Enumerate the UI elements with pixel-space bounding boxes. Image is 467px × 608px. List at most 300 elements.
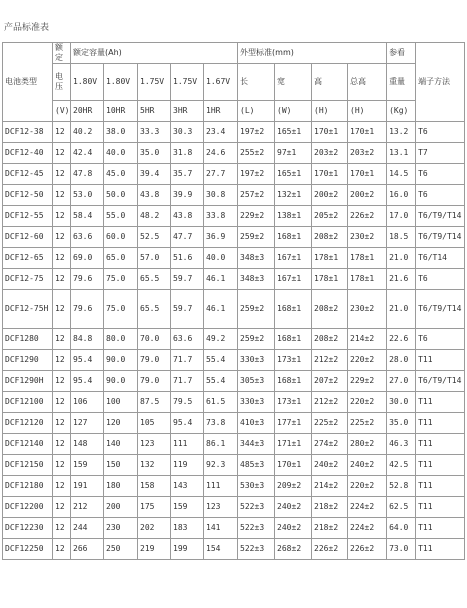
table-cell: 28.0 (387, 350, 416, 371)
table-cell: 63.6 (171, 329, 204, 350)
table-cell: 200 (104, 497, 138, 518)
table-cell: 51.6 (171, 248, 204, 269)
table-cell: 214±2 (348, 329, 387, 350)
table-row (3, 350, 465, 371)
table-cell: 199 (171, 539, 204, 560)
table-row (3, 122, 465, 143)
table-cell: 43.8 (171, 206, 204, 227)
table-cell: 170±1 (312, 122, 348, 143)
table-row (3, 164, 465, 185)
table-cell: 86.1 (204, 434, 238, 455)
table-cell: 226±2 (348, 206, 387, 227)
table-cell: DCF12230 (3, 518, 53, 539)
table-cell: 200±2 (348, 185, 387, 206)
table-cell: 200±2 (312, 185, 348, 206)
table-cell: T11 (416, 518, 465, 539)
table-cell: 224±2 (348, 497, 387, 518)
table-cell: 522±3 (238, 518, 275, 539)
table-cell: 106 (71, 392, 104, 413)
table-cell: 12 (53, 227, 71, 248)
table-cell: T11 (416, 434, 465, 455)
table-cell: 220±2 (348, 476, 387, 497)
table-cell: 12 (53, 185, 71, 206)
table-cell: 410±3 (238, 413, 275, 434)
table-cell: 64.0 (387, 518, 416, 539)
table-cell: DCF12150 (3, 455, 53, 476)
table-cell: 27.7 (204, 164, 238, 185)
table-cell: 229±2 (348, 371, 387, 392)
table-row (3, 497, 465, 518)
table-cell: 71.7 (171, 371, 204, 392)
table-cell: 330±3 (238, 392, 275, 413)
table-cell: 522±3 (238, 497, 275, 518)
table-cell: 16.0 (387, 185, 416, 206)
table-cell: 330±3 (238, 350, 275, 371)
table-cell: 274±2 (312, 434, 348, 455)
table-cell: 30.3 (171, 122, 204, 143)
table-row (3, 269, 465, 290)
table-cell: 165±1 (275, 122, 312, 143)
table-row (3, 143, 465, 164)
table-cell: 344±3 (238, 434, 275, 455)
table-cell: 95.4 (71, 350, 104, 371)
table-row (3, 434, 465, 455)
table-row (3, 392, 465, 413)
table-cell: 57.0 (138, 248, 171, 269)
table-cell: 60.0 (104, 227, 138, 248)
table-cell: DCF1280 (3, 329, 53, 350)
table-cell: 177±1 (275, 413, 312, 434)
table-cell: 12 (53, 455, 71, 476)
voltage-char: 压 (55, 82, 63, 91)
table-cell: 230±2 (348, 227, 387, 248)
table-cell: T6 (416, 329, 465, 350)
table-cell: T11 (416, 497, 465, 518)
table-cell: 220±2 (348, 392, 387, 413)
header-rate: 20HR (71, 101, 104, 122)
table-cell: T7 (416, 143, 465, 164)
table-cell: T6/T9/T14 (416, 206, 465, 227)
table-cell: T6 (416, 122, 465, 143)
header-row-cutoff (3, 64, 465, 101)
table-cell: DCF12-75 (3, 269, 53, 290)
table-cell: 168±1 (275, 371, 312, 392)
table-cell: DCF1290 (3, 350, 53, 371)
table-cell: DCF12-55 (3, 206, 53, 227)
header-weight: 重量 (387, 64, 416, 101)
table-cell: 87.5 (138, 392, 171, 413)
table-cell: 63.6 (71, 227, 104, 248)
header-voltage-1 (53, 43, 71, 64)
table-row (3, 329, 465, 350)
table-cell: 132 (138, 455, 171, 476)
header-voltage-unit: (V) (53, 101, 71, 122)
table-cell: 105 (138, 413, 171, 434)
voltage-char: 额 (55, 43, 63, 52)
table-cell: 148 (71, 434, 104, 455)
table-cell: 305±3 (238, 371, 275, 392)
table-cell: 138±1 (275, 206, 312, 227)
table-cell: T11 (416, 455, 465, 476)
table-cell: 240±2 (275, 497, 312, 518)
table-cell: 14.5 (387, 164, 416, 185)
table-cell: 226±2 (312, 539, 348, 560)
table-cell: T6 (416, 185, 465, 206)
table-cell: 50.0 (104, 185, 138, 206)
header-reference: 参看 (387, 43, 416, 64)
table-cell: 46.1 (204, 269, 238, 290)
table-cell: 58.4 (71, 206, 104, 227)
header-dim-unit: (H) (312, 101, 348, 122)
table-cell: 12 (53, 539, 71, 560)
table-cell: 35.7 (171, 164, 204, 185)
table-cell: 183 (171, 518, 204, 539)
table-cell: 208±2 (312, 227, 348, 248)
table-cell: T6 (416, 164, 465, 185)
header-rate: 3HR (171, 101, 204, 122)
header-row-group (3, 43, 465, 64)
header-dim-unit: (H) (348, 101, 387, 122)
table-cell: 12 (53, 392, 71, 413)
table-cell: 33.8 (204, 206, 238, 227)
table-cell: 84.8 (71, 329, 104, 350)
table-cell: DCF12-65 (3, 248, 53, 269)
table-cell: 224±2 (348, 518, 387, 539)
table-cell: 35.0 (387, 413, 416, 434)
table-cell: 240±2 (312, 455, 348, 476)
table-cell: 52.5 (138, 227, 171, 248)
table-cell: 70.0 (138, 329, 171, 350)
table-cell: 30.8 (204, 185, 238, 206)
table-cell: 207±2 (312, 371, 348, 392)
table-cell: 225±2 (348, 413, 387, 434)
table-cell: DCF12-38 (3, 122, 53, 143)
table-cell: 95.4 (71, 371, 104, 392)
table-cell: 12 (53, 143, 71, 164)
table-cell: 141 (204, 518, 238, 539)
header-dim-name: 宽 (275, 64, 312, 101)
table-cell: DCF12180 (3, 476, 53, 497)
table-cell: 55.4 (204, 350, 238, 371)
table-cell: 240±2 (275, 518, 312, 539)
table-cell: DCF12120 (3, 413, 53, 434)
table-cell: DCF12-45 (3, 164, 53, 185)
table-cell: 165±1 (275, 164, 312, 185)
table-cell: 79.6 (71, 290, 104, 329)
table-cell: 203±2 (348, 143, 387, 164)
table-cell: 55.0 (104, 206, 138, 227)
table-cell: 140 (104, 434, 138, 455)
table-cell: 266 (71, 539, 104, 560)
table-cell: 12 (53, 476, 71, 497)
table-cell: 208±2 (312, 290, 348, 329)
table-cell: 79.0 (138, 350, 171, 371)
table-row (3, 290, 465, 329)
table-cell: 170±1 (348, 122, 387, 143)
header-cutoff: 1.75V (171, 64, 204, 101)
table-cell: 21.6 (387, 269, 416, 290)
table-cell: 159 (171, 497, 204, 518)
table-cell: 257±2 (238, 185, 275, 206)
table-cell: 219 (138, 539, 171, 560)
table-cell: 158 (138, 476, 171, 497)
table-row (3, 539, 465, 560)
table-cell: DCF12-40 (3, 143, 53, 164)
table-cell: 250 (104, 539, 138, 560)
table-cell: 33.3 (138, 122, 171, 143)
table-cell: 12 (53, 206, 71, 227)
table-cell: 40.2 (71, 122, 104, 143)
table-cell: 52.8 (387, 476, 416, 497)
header-dim-name: 总高 (348, 64, 387, 101)
header-battery-type: 电池类型 (3, 43, 53, 122)
table-row (3, 206, 465, 227)
header-cutoff: 1.67V (204, 64, 238, 101)
table-cell: 12 (53, 290, 71, 329)
table-cell: 178±1 (348, 269, 387, 290)
header-rate: 5HR (138, 101, 171, 122)
table-cell: 40.0 (104, 143, 138, 164)
table-cell: 12 (53, 164, 71, 185)
header-dim-name: 高 (312, 64, 348, 101)
header-weight-unit: (Kg) (387, 101, 416, 122)
table-cell: 170±1 (275, 455, 312, 476)
table-cell: 132±1 (275, 185, 312, 206)
table-cell: T11 (416, 350, 465, 371)
table-cell: 75.0 (104, 290, 138, 329)
table-cell: 214±2 (312, 476, 348, 497)
table-cell: DCF12-50 (3, 185, 53, 206)
table-cell: 348±3 (238, 248, 275, 269)
table-cell: 45.0 (104, 164, 138, 185)
table-cell: 12 (53, 518, 71, 539)
table-cell: DCF12-60 (3, 227, 53, 248)
table-cell: 168±1 (275, 227, 312, 248)
table-cell: 13.1 (387, 143, 416, 164)
table-cell: 95.4 (171, 413, 204, 434)
table-cell: 92.3 (204, 455, 238, 476)
table-cell: 197±2 (238, 164, 275, 185)
header-cutoff: 1.80V (104, 64, 138, 101)
table-cell: 42.5 (387, 455, 416, 476)
table-cell: 212±2 (312, 392, 348, 413)
table-cell: 348±3 (238, 269, 275, 290)
table-cell: 522±3 (238, 539, 275, 560)
table-cell: 220±2 (348, 350, 387, 371)
table-cell: 75.0 (104, 269, 138, 290)
table-cell: 90.0 (104, 350, 138, 371)
table-cell: 47.7 (171, 227, 204, 248)
table-cell: 35.0 (138, 143, 171, 164)
table-cell: 12 (53, 122, 71, 143)
table-cell: 170±1 (312, 164, 348, 185)
table-cell: 12 (53, 413, 71, 434)
table-cell: 62.5 (387, 497, 416, 518)
table-cell: 31.8 (171, 143, 204, 164)
table-cell: 280±2 (348, 434, 387, 455)
table-cell: 12 (53, 350, 71, 371)
table-cell: 167±1 (275, 248, 312, 269)
header-dim-name: 长 (238, 64, 275, 101)
table-cell: DCF12100 (3, 392, 53, 413)
table-cell: 59.7 (171, 269, 204, 290)
table-cell: 268±2 (275, 539, 312, 560)
table-cell: DCF1290H (3, 371, 53, 392)
table-cell: 12 (53, 269, 71, 290)
table-cell: 65.5 (138, 290, 171, 329)
table-cell: 12 (53, 248, 71, 269)
header-dimensions: 外型标准(mm) (238, 43, 387, 64)
table-cell: 205±2 (312, 206, 348, 227)
header-rate: 10HR (104, 101, 138, 122)
table-cell: 40.0 (204, 248, 238, 269)
table-cell: 120 (104, 413, 138, 434)
header-rate: 1HR (204, 101, 238, 122)
table-cell: 59.7 (171, 290, 204, 329)
table-cell: 39.9 (171, 185, 204, 206)
table-cell: 30.0 (387, 392, 416, 413)
table-cell: 12 (53, 371, 71, 392)
table-cell: 79.6 (71, 269, 104, 290)
voltage-char: 电 (55, 72, 63, 81)
table-cell: 23.4 (204, 122, 238, 143)
table-cell: T6 (416, 269, 465, 290)
table-cell: 111 (171, 434, 204, 455)
table-cell: T6/T9/T14 (416, 371, 465, 392)
table-cell: 71.7 (171, 350, 204, 371)
table-cell: 123 (204, 497, 238, 518)
table-row (3, 185, 465, 206)
table-cell: T11 (416, 539, 465, 560)
table-cell: 65.5 (138, 269, 171, 290)
table-cell: 49.2 (204, 329, 238, 350)
table-cell: 36.9 (204, 227, 238, 248)
table-cell: 255±2 (238, 143, 275, 164)
table-cell: 225±2 (312, 413, 348, 434)
table-cell: DCF12250 (3, 539, 53, 560)
voltage-char: 定 (55, 53, 63, 62)
table-cell: T6/T14 (416, 248, 465, 269)
product-spec-table (2, 42, 465, 560)
table-cell: 143 (171, 476, 204, 497)
table-cell: 13.2 (387, 122, 416, 143)
table-cell: 55.4 (204, 371, 238, 392)
table-cell: 259±2 (238, 329, 275, 350)
table-cell: 123 (138, 434, 171, 455)
table-cell: 18.5 (387, 227, 416, 248)
table-row (3, 371, 465, 392)
header-capacity: 额定容量(Ah) (71, 43, 238, 64)
table-cell: 48.2 (138, 206, 171, 227)
table-cell: 202 (138, 518, 171, 539)
table-cell: 12 (53, 497, 71, 518)
table-cell: 21.0 (387, 248, 416, 269)
table-cell: 47.8 (71, 164, 104, 185)
table-cell: 150 (104, 455, 138, 476)
table-cell: T6/T9/T14 (416, 227, 465, 248)
table-cell: 39.4 (138, 164, 171, 185)
table-cell: 111 (204, 476, 238, 497)
table-cell: 167±1 (275, 269, 312, 290)
table-cell: 259±2 (238, 290, 275, 329)
table-cell: T11 (416, 476, 465, 497)
table-cell: 119 (171, 455, 204, 476)
table-cell: 212±2 (312, 350, 348, 371)
table-cell: 24.6 (204, 143, 238, 164)
table-cell: 485±3 (238, 455, 275, 476)
table-cell: DCF12-75H (3, 290, 53, 329)
table-cell: DCF12140 (3, 434, 53, 455)
table-cell: 21.0 (387, 290, 416, 329)
table-cell: 69.0 (71, 248, 104, 269)
table-cell: 244 (71, 518, 104, 539)
table-cell: 170±1 (348, 164, 387, 185)
table-cell: 46.1 (204, 290, 238, 329)
table-cell: 530±3 (238, 476, 275, 497)
table-cell: 100 (104, 392, 138, 413)
header-terminal: 端子方法 (416, 43, 465, 122)
table-cell: 203±2 (312, 143, 348, 164)
table-cell: 191 (71, 476, 104, 497)
table-cell: 171±1 (275, 434, 312, 455)
table-cell: 27.0 (387, 371, 416, 392)
table-cell: 79.5 (171, 392, 204, 413)
table-row (3, 476, 465, 497)
table-cell: 240±2 (348, 455, 387, 476)
table-cell: 180 (104, 476, 138, 497)
table-cell: 229±2 (238, 206, 275, 227)
table-cell: 43.8 (138, 185, 171, 206)
table-cell: 73.0 (387, 539, 416, 560)
table-cell: 12 (53, 434, 71, 455)
header-cutoff: 1.80V (71, 64, 104, 101)
table-row (3, 248, 465, 269)
table-cell: 218±2 (312, 518, 348, 539)
table-cell: 46.3 (387, 434, 416, 455)
table-cell: 226±2 (348, 539, 387, 560)
table-cell: DCF12200 (3, 497, 53, 518)
table-cell: 97±1 (275, 143, 312, 164)
table-cell: 168±1 (275, 290, 312, 329)
header-dim-unit: (L) (238, 101, 275, 122)
table-cell: 42.4 (71, 143, 104, 164)
table-cell: 259±2 (238, 227, 275, 248)
table-cell: 230±2 (348, 290, 387, 329)
table-row (3, 413, 465, 434)
header-cutoff: 1.75V (138, 64, 171, 101)
table-cell: 175 (138, 497, 171, 518)
header-dim-unit: (W) (275, 101, 312, 122)
table-row (3, 227, 465, 248)
table-cell: 79.0 (138, 371, 171, 392)
table-cell: 17.0 (387, 206, 416, 227)
table-cell: 22.6 (387, 329, 416, 350)
table-cell: 218±2 (312, 497, 348, 518)
table-cell: 197±2 (238, 122, 275, 143)
table-cell: 65.0 (104, 248, 138, 269)
table-cell: 178±1 (348, 248, 387, 269)
table-cell: 208±2 (312, 329, 348, 350)
table-cell: 212 (71, 497, 104, 518)
table-cell: 53.0 (71, 185, 104, 206)
table-row (3, 518, 465, 539)
table-cell: 38.0 (104, 122, 138, 143)
table-row (3, 455, 465, 476)
table-cell: 73.8 (204, 413, 238, 434)
table-cell: 12 (53, 329, 71, 350)
table-cell: 80.0 (104, 329, 138, 350)
table-cell: 127 (71, 413, 104, 434)
